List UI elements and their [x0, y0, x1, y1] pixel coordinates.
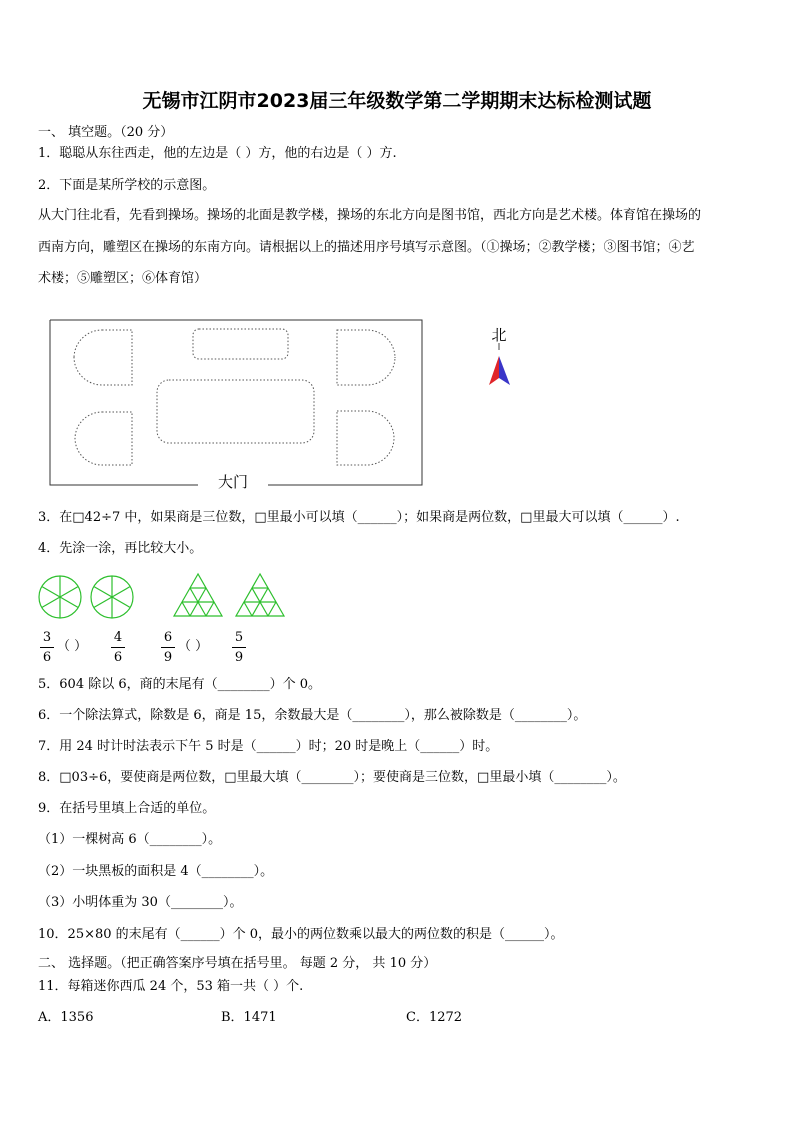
question-7: 7．用 24 时计时法表示下午 5 时是（______）时；20 时是晚上（______）时。: [38, 739, 499, 754]
question-3: 3．在□42÷7 中，如果商是三位数，□里最小可以填（______）；如果商是两位数，□里最大可以填（______）.: [38, 510, 680, 525]
question-2-line-1: 从大门往北看，先看到操场。操场的北面是教学楼，操场的东北方向是图书馆，西北方向是艺术楼。体育馆在操场的: [38, 208, 702, 223]
section-1-heading: 一、 填空题。（20 分）: [38, 125, 174, 140]
map-area-northeast: [337, 330, 395, 385]
map-border: [50, 320, 422, 485]
fraction-4-6: 4 6: [111, 630, 125, 666]
gate-label: 大门: [217, 473, 249, 491]
circle-sixths-2: [91, 576, 133, 618]
option-c: C．1272: [406, 1010, 463, 1025]
question-9-2: （2）一块黑板的面积是 4（________）。: [38, 864, 274, 879]
north-arrow-right-icon: [499, 356, 510, 385]
question-11: 11．每箱迷你西瓜 24 个，53 箱一共（ ）个.: [38, 979, 304, 994]
question-4-shapes: [0, 570, 794, 626]
question-2-intro: 2．下面是某所学校的示意图。: [38, 178, 216, 193]
map-area-north: [193, 329, 288, 359]
question-8: 8．□03÷6，要使商是两位数，□里最大填（________）；要使商是三位数，□里最小填（________）。: [38, 770, 626, 785]
question-2-line-3: 术楼；⑤雕塑区；⑥体育馆）: [38, 271, 208, 286]
question-4: 4．先涂一涂，再比较大小。: [38, 541, 203, 556]
north-label: 北: [491, 326, 507, 344]
map-area-southeast: [337, 411, 394, 465]
question-1: 1．聪聪从东往西走，他的左边是（ ）方，他的右边是（ ）方.: [38, 146, 397, 161]
map-area-northwest: [74, 330, 132, 385]
option-b: B．1471: [221, 1010, 277, 1025]
circle-sixths-1: [39, 576, 81, 618]
school-map-diagram: [0, 305, 794, 495]
question-9-1: （1）一棵树高 6（________）。: [38, 832, 222, 847]
section-2-heading: 二、 选择题。（把正确答案序号填在括号里。 每题 2 分， 共 10 分）: [38, 956, 437, 971]
map-area-southwest: [75, 412, 132, 465]
question-2-line-2: 西南方向，雕塑区在操场的东南方向。请根据以上的描述用序号填写示意图。（①操场；②教学楼；③图书馆；④艺: [38, 240, 695, 255]
fraction-5-9: 5 9: [232, 630, 246, 666]
triangle-ninths-2: [236, 574, 284, 616]
option-a: A．1356: [38, 1010, 94, 1025]
page-title: 无锡市江阴市2023届三年级数学第二学期期末达标检测试题: [142, 90, 652, 112]
triangle-ninths-1: [174, 574, 222, 616]
question-6: 6．一个除法算式，除数是 6，商是 15，余数最大是（________），那么被除数是（________）。: [38, 708, 587, 723]
fraction-6-9: 6 9: [161, 630, 175, 666]
map-area-center: [157, 380, 314, 443]
question-9: 9．在括号里填上合适的单位。: [38, 801, 216, 816]
question-5: 5．604 除以 6，商的末尾有（________）个 0。: [38, 677, 322, 692]
question-10: 10．25×80 的末尾有（______）个 0，最小的两位数乘以最大的两位数的积是（______）。: [38, 927, 564, 942]
fraction-3-6: 3 6: [40, 630, 54, 666]
north-arrow-left-icon: [489, 356, 499, 385]
compare-paren-2: （ ）: [178, 639, 209, 654]
question-9-3: （3）小明体重为 30（________）。: [38, 895, 243, 910]
compare-paren-1: （ ）: [57, 639, 88, 654]
